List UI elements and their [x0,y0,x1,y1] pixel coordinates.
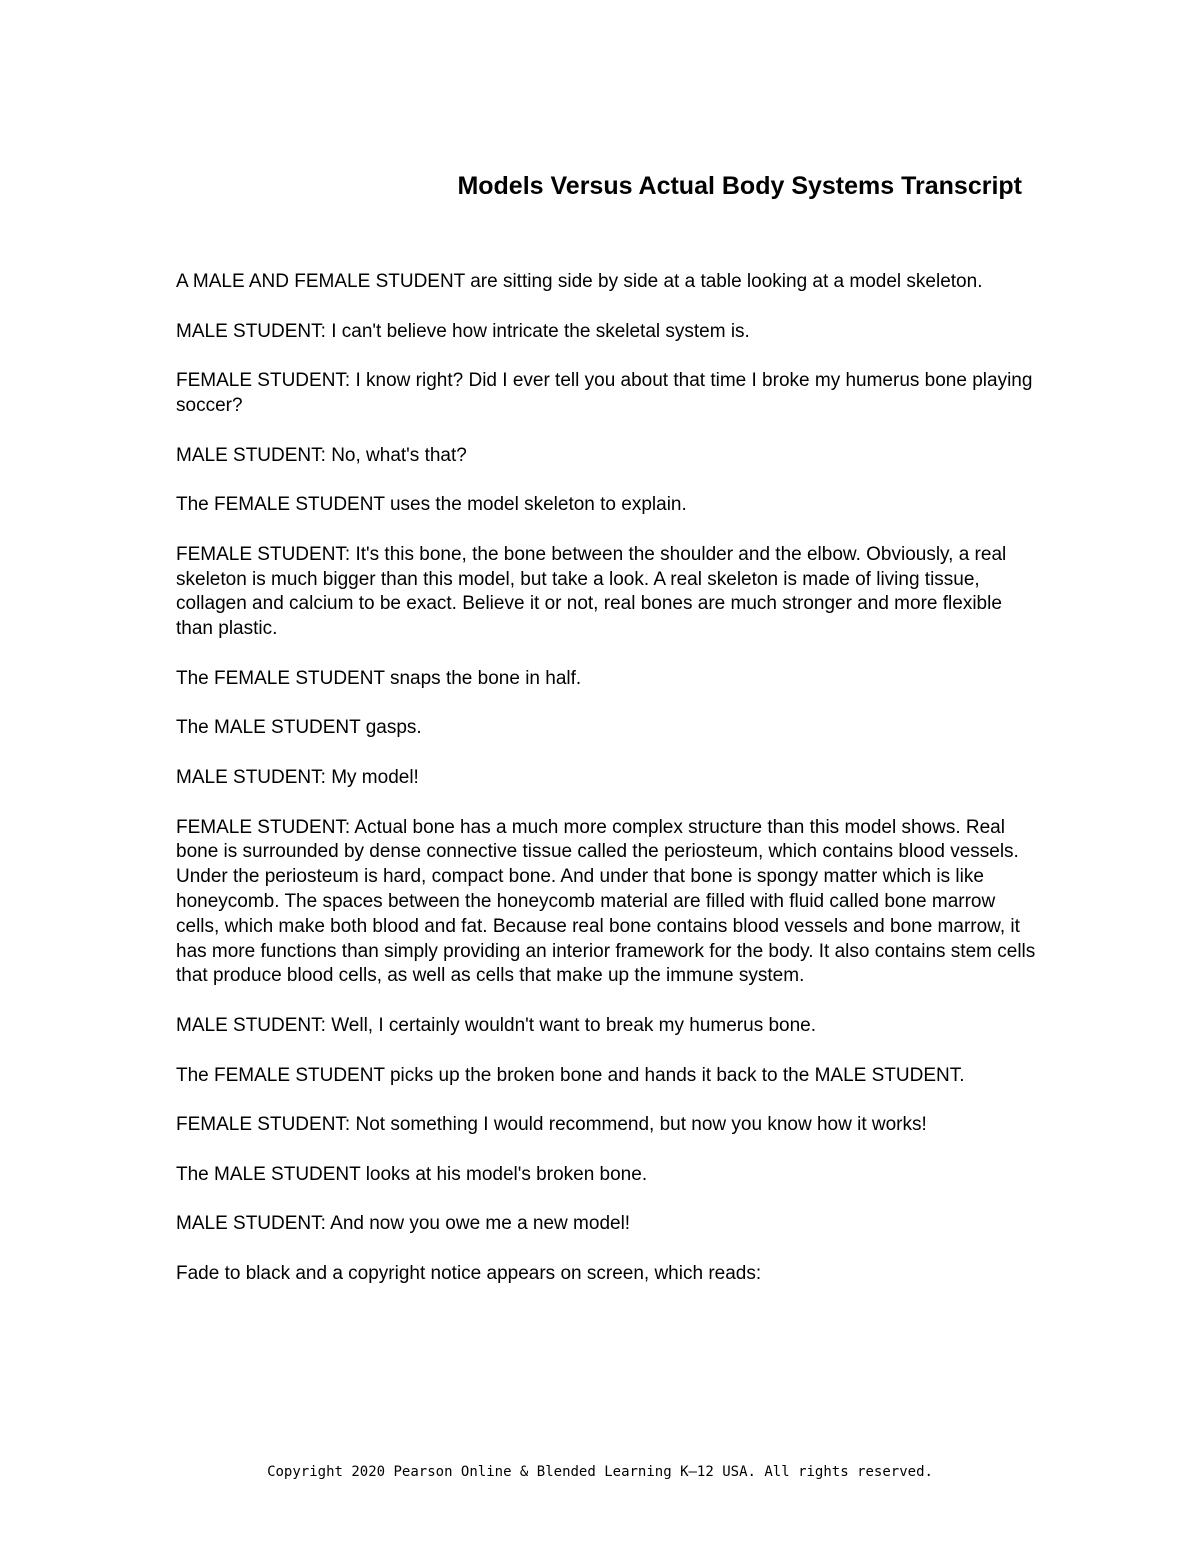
transcript-paragraph: Fade to black and a copyright notice appears on screen, which reads: [176,1262,762,1284]
transcript-paragraph: MALE STUDENT: My model! [176,766,419,788]
transcript-paragraph: The MALE STUDENT looks at his model's broken bone. [176,1163,648,1185]
document-title: Models Versus Actual Body Systems Transcript [457,172,1022,200]
transcript-paragraph: The FEMALE STUDENT picks up the broken bone and hands it back to the MALE STUDENT. [176,1064,965,1086]
transcript-paragraph: MALE STUDENT: I can't believe how intricate the skeletal system is. [176,320,750,342]
transcript-paragraph: MALE STUDENT: Well, I certainly wouldn't want to break my humerus bone. [176,1014,817,1036]
transcript-paragraph: FEMALE STUDENT: I know right? Did I ever tell you about that time I broke my humerus bone playing soccer? [176,370,1033,416]
copyright-footer: Copyright 2020 Pearson Online & Blended Learning K–12 USA. All rights reserved. [267,1464,933,1480]
transcript-paragraph: A MALE AND FEMALE STUDENT are sitting side by side at a table looking at a model skeleton. [176,271,983,292]
transcript-paragraph: The MALE STUDENT gasps. [176,717,422,739]
transcript-body [176,270,1036,1311]
transcript-paragraph: FEMALE STUDENT: It's this bone, the bone between the shoulder and the elbow. Obviously, a real skeleton is much bigger than this model, but take a look. A real skeleton is made of living tissue, collagen and calcium to be exact. Believe it or not, real bones are much stronger and more flexible than plastic. [176,543,1007,640]
transcript-paragraph: FEMALE STUDENT: Not something I would recommend, but now you know how it works! [176,1114,927,1136]
transcript-paragraph: The FEMALE STUDENT snaps the bone in half. [176,667,582,689]
transcript-paragraph: FEMALE STUDENT: Actual bone has a much more complex structure than this model shows. Real bone is surrounded by dense connective tissue called the periosteum, which contains blood vessels. Under the periosteum is hard, compact bone. And under that bone is spongy matter which is like honeycomb. The spaces between the honeycomb material are filled with fluid called bone marrow cells, which make both blood and fat. Because real bone contains blood vessels and bone marrow, it has more functions than simply providing an interior framework for the body. It also contains stem cells that produce blood cells, as well as cells that make up the immune system. [176,816,1036,987]
transcript-paragraph: The FEMALE STUDENT uses the model skeleton to explain. [176,494,687,516]
transcript-paragraph: MALE STUDENT: And now you owe me a new model! [176,1213,631,1235]
transcript-paragraph: MALE STUDENT: No, what's that? [176,444,467,466]
